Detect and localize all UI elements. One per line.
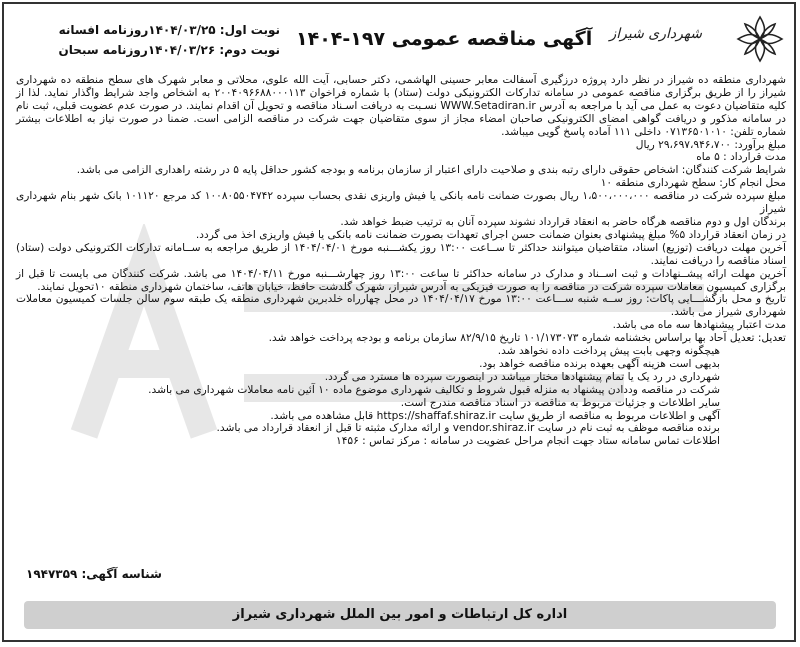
notice-header (4, 4, 794, 70)
prepayment-line: هیچگونه وجهی بابت پیش پرداخت داده نخواهد شد. (497, 345, 720, 358)
estimate-line: مبلغ برآورد: ۲۹،۶۹۷،۹۴۶،۷۰۰ ریال (635, 138, 786, 151)
publication-dates (20, 20, 280, 60)
publication-first-value: ۱۴۰۴/۰۳/۲۵روزنامه افسانه (58, 23, 216, 37)
notice-body (16, 74, 786, 448)
publication-second-value: ۱۴۰۴/۰۳/۲۶روزنامه سبحان (58, 43, 216, 57)
eligibility-line: شرایط شرکت کنندگان: اشخاص حقوقی دارای رتبه بندی و صلاحیت دارای اعتبار از سازمان برنامه و بودجه کشور حداقل پایه ۵ در رشته راهداری الزامی می باشد. (76, 164, 786, 177)
publication-first (20, 20, 280, 40)
validity-line: مدت اعتبار پیشنهادها سه ماه می باشد. (612, 319, 786, 332)
logo-caption: شهرداری شیراز (609, 26, 702, 42)
duration-line: مدت قرارداد : ۵ ماه (696, 151, 786, 164)
other-info-line: سایر اطلاعات و جزئیات مربوط به مناقصه در اسناد مناقصه مندرج است. (400, 396, 720, 409)
rejection-line: شهرداری در رد یک یا تمام پیشنهادها مختار میباشد در اینصورت سپرده ها مسترد می گردد. (324, 370, 720, 383)
notice-frame (2, 2, 796, 642)
shaffaf-line: آگهی و اطلاعات مربوط به مناقصه از طریق سایت https://shaffaf.shiraz.ir قابل مشاهده می باشد. (270, 409, 720, 422)
notice-title: آگهی مناقصه عمومی ۱۹۷-۱۴۰۴ (296, 28, 593, 50)
notice-serial (26, 567, 162, 581)
submit-deadline-line: آخرین مهلت ارائه پیشــنهادات و ثبت اســناد و مدارک در سامانه حداکثر تا ساعت ۱۳:۰۰ روز چهارشـــنبه مورخ ۱۴۰۴/۰۴/۱۱ می باشد. شرکت کنندگان می بایست تا قبل از برگزاری کمیسیون معاملات سپرده شرکت در مناقصه را به صورت فیزیکی به آدرس شیراز، شهرک گلدشت حافظ، خیابان هاتف، ساختمان شهرداری منطقه ۱۰تحویل نمایند. (16, 267, 786, 293)
serial-label: شناسه آگهی: (81, 567, 162, 581)
opening-line: تاریخ و محل بازگشـــایی پاکات: روز ســه شنبه ســـاعت ۱۳:۰۰ مورخ ۱۴۰۴/۰۴/۱۷ در محل چهارراه خلدبرین شهرداری منطقه یک طبقه سوم سالن جلسات کمیسیون معاملات شهرداری شیراز می باشد. (16, 293, 786, 319)
guarantee-line: در زمان انعقاد قرارداد ۵% مبلغ پیشنهادی بعنوان ضمانت حسن اجرای تعهدات بصورت ضمانت نامه بانکی یا فیش واریزی اخذ می گردد. (195, 228, 786, 241)
winners-line: برندگان اول و دوم مناقصه هرگاه حاضر به انعقاد قرارداد نشوند سپرده آنان به ترتیب ضبط خواهد شد. (340, 215, 786, 228)
serial-value: ۱۹۴۷۳۵۹ (26, 567, 78, 581)
vendor-line: برنده مناقصه موظف به ثبت نام در سایت vendor.shiraz.ir و ارائه مدارک مثبته تا قبل از انعقاد قرارداد می باشد. (216, 422, 720, 435)
publication-second-label: نوبت دوم: (219, 43, 280, 57)
footer-banner: اداره کل ارتباطات و امور بین الملل شهرداری شیراز (24, 601, 776, 629)
acceptance-line: شرکت در مناقصه وددادن پیشنهاد به منزله قبول شروط و تکالیف شهرداری موضوع ماده ۱۰ آئین نامه معاملات شهرداری می باشد. (148, 383, 720, 396)
adjustment-line: تعدیل: تعدیل آحاد بها براساس بخشنامه شماره ۱۰۱/۱۷۳۰۷۳ تاریخ ۸۲/۹/۱۵ سازمان برنامه و بودجه پرداخت خواهد شد. (268, 332, 786, 345)
deposit-line: مبلغ سپرده شرکت در مناقصه ۱،۵۰۰،۰۰۰،۰۰۰ ریال بصورت ضمانت نامه بانکی یا فیش واریزی نقدی بحساب سپرده ۱۰۰۸۰۵۵۰۴۷۴۲ کد مرجع ۱۰۱۱۲۰ بانک شهر بنام شهرداری شیراز (16, 190, 786, 216)
intro-paragraph: شهرداری منطقه ده شیراز در نظر دارد پروژه درزگیری آسفالت معابر حسینی الهاشمی، دکتر حسابی، آیت الله علوی، محلاتی و معابر شهرک های سطح منطقه ده شهرداری شیراز را از طریق برگزاری مناقصه عمومی در سامانه تدارکات الکترونیکی دولت (ستاد) با شماره فراخوان ۲۰۰۴۰۹۶۶۸۸۰۰۰۱۱۳ به اشخاص واجد شرایط واگذار نماید. لذا از کلیه متقاضیان دعوت به عمل می آید با مراجعه به آدرس WWW.Setadiran.ir نسـبت به دریافت اسـناد مناقصه و تحویل آن اقدام نمایند. در صورت عدم عضویت قبلی، ثبت نام در سامانه مذکور و دریافت گواهی امضای الکترونیکی صاحبان امضاء مجاز از سوی متقاضیان جهت شرکت در مناقصه الزامی است. ضمنا در صورت نیاز به اطلاعات بیشتر شماره تلفن: ۰۷۱۳۶۵۰۱۰۱۰ داخلی ۱۱۱ آماده پاسخ گویی میباشد. (16, 74, 786, 138)
publication-first-label: نوبت اول: (219, 23, 280, 37)
publication-second (20, 40, 280, 60)
ad-cost-line: بدیهی است هزینه آگهی بعهده برنده مناقصه خواهد بود. (479, 357, 720, 370)
receive-deadline-line: آخرین مهلت دریافت (توزیع) اسناد، متقاضیان میتوانند حداکثر تا ســاعت ۱۳:۰۰ روز یکشـــنبه مورخ ۱۴۰۴/۰۴/۰۱ از طریق مراجعه به ســامانه تدارکات الکترونیکی دولت (ستاد) اسناد مناقصه را دریافت نمایند. (16, 241, 786, 267)
location-line: محل انجام کار: سطح شهرداری منطقه ۱۰ (600, 177, 786, 190)
shiraz-municipality-logo-icon (698, 10, 786, 68)
contact-line: اطلاعات تماس سامانه ستاد جهت انجام مراحل عضویت در سامانه : مرکز تماس : ۱۴۵۶ (336, 435, 720, 448)
